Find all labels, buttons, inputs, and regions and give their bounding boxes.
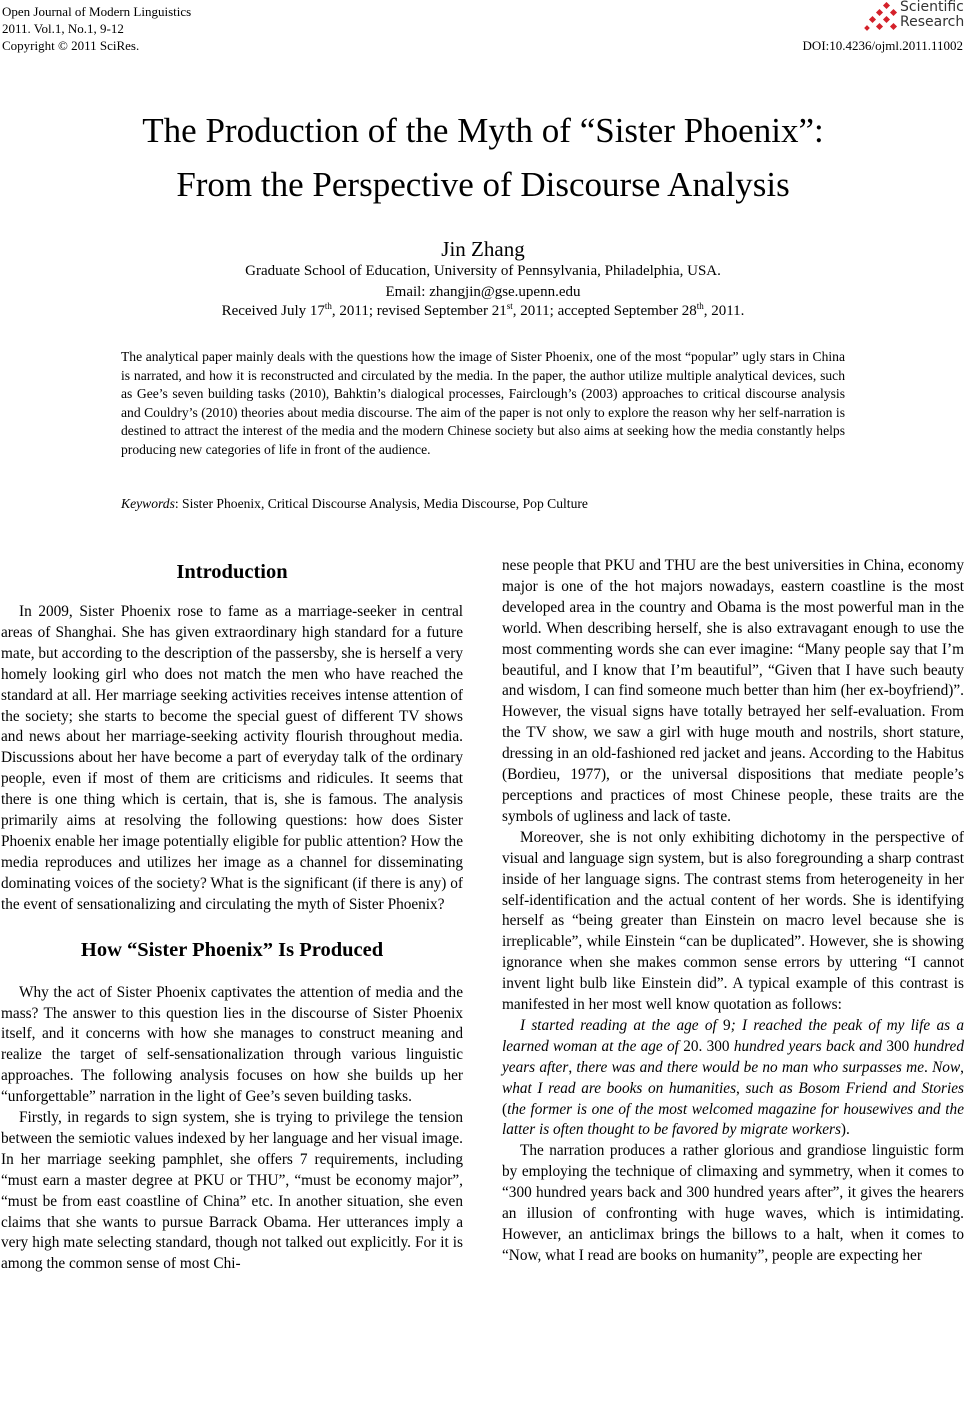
quote-number: 9 — [723, 1016, 731, 1034]
keywords-label: Keywords — [121, 496, 175, 511]
author-email: Email: zhangjin@gse.upenn.edu — [385, 284, 581, 300]
revised-text: , 2011; revised September 21 — [331, 303, 507, 319]
quote-part: what I read are books on humanities — [502, 1079, 737, 1097]
quote-number: 300 — [886, 1037, 910, 1055]
abstract: The analytical paper mainly deals with the questions how the image of Sister Phoenix, one of the most “popular” ugly stars in China is narrated, and how it is reconstructed and circulated by the media. In the paper, the author utilize multiple analytical devices, such as Gee’s seven building tasks (2010), Bahktin’s dialogical processes, Fairclough’s (2003) approaches to critical discourse analysis and Couldry’s (2010) theories about media discourse. The aim of the paper is not only to explore the reason why her self-narration is destined to attract the interest of the media and the modern Chinese society but also aims at seeking how the media constantly helps producing new categories of life in front of the audience. — [121, 349, 845, 457]
body-paragraph: Moreover, she is not only exhibiting dichotomy in the perspective of visual and language sign system, but is also foregrounding a sharp contrast inside of her language signs. The contrast stems from heterogeneity in her self-identification and the actual content of her words. She is identifying herself as “being greater than Einstein on macro level because she is irreplicable”, while Einstein “can be duplicated”. However, she is showing ignorance when she makes common sense errors by uttering “I cannot invent light bulb like Einstein did”. A typical example of this contrast is manifested in her most well know quotation as follows: — [502, 828, 964, 1014]
right-column — [502, 556, 964, 1267]
section-heading-introduction: Introduction — [176, 561, 288, 583]
journal-name: Open Journal of Modern Linguistics — [2, 4, 192, 19]
quote-part: hundred years back and — [729, 1037, 887, 1055]
affiliation: Graduate School of Education, University of Pennsylvania, Philadelphia, USA. — [245, 263, 721, 279]
body-paragraph: nese people that PKU and THU are the best universities in China, economy major is one of the hot majors nowadays, eastern coastline is the most developed area in the country and Obama is the most powerful man in the world. When describing herself, she is also extravagant enough to use the most commenting words she can ever imagine: “Many people say that I’m beautiful, and I know that I’m beautiful”, “Given that I have such beauty and wisdom, I can find someone much better than him (her ex-boyfriend)”. However, the visual signs have totally betrayed her self-evaluation. From the TV show, we saw a girl with huge mouth and nostrils, short stature, dressing in an old-fashioned red jacket and jeans. According to the Habitus (Bordieu, 1977), or the universal dispositions that mediate people’s perceptions and practices of most Chinese people, these traits are the symbols of ugliness and lack of taste. — [502, 557, 964, 825]
block-quotation — [502, 1016, 964, 1141]
keywords-list: : Sister Phoenix, Critical Discourse Analysis, Media Discourse, Pop Culture — [174, 496, 588, 511]
intro-paragraph: In 2009, Sister Phoenix rose to fame as a marriage-seeker in central areas of Shanghai. She has given extraordinary high standard for a future mate, but according to the description of the passersby, she is herself a very homely looking girl who does not match the men who have reached the standard at all. Her marriage seeking activities receives intense attention of the society; she starts to become the special guest of different TV shows and news about her marriage-seeking activity flourish throughout media. Discussions about her have become a part of everyday talk of the ordinary people, even if most of them are criticisms and ridicules. It seems that there is one thing which is certain, that is, she is famous. The analysis primarily aims at resolving the following questions: how does Sister Phoenix enable her image potentially eligible for public attention? How the media reproduces and utilizes her image as a channel for disseminating dominating voices of the society? What is the significant (if there is any) of the event of sensationalizing and circulating the myth of Sister Phoenix? — [1, 603, 463, 913]
quote-part: Now — [932, 1058, 961, 1076]
keywords — [121, 496, 845, 512]
received-sup: th — [324, 301, 332, 311]
accepted-sup: th — [696, 301, 704, 311]
author-name: Jin Zhang — [441, 237, 525, 261]
logo-text-research: Research — [900, 14, 965, 30]
received-dates — [0, 302, 966, 321]
quote-part: hundred years after — [502, 1037, 964, 1076]
quote-part: there was and there would be no man who surpasses me — [576, 1058, 924, 1076]
body-paragraph: Firstly, in regards to sign system, she is trying to privilege the tension between the semiotic values indexed by her language and her visual image. In her marriage seeking pamphlet, she offers 7 requirements, including “must earn a master degree at PKU or THU”, “must be economy major”, “must be from east coastline of China” etc. In another situation, she even claims that she wants to pursue Barrack Obama. Her utterances imply a very high mate selecting standard, though not talked out explicitly. For it is among the common sense of most Chi- — [1, 1109, 463, 1273]
volume-info: 2011. Vol.1, No.1, 9-12 — [2, 21, 124, 36]
received-end: , 2011. — [703, 303, 745, 319]
quote-part: I started reading at the age of — [520, 1016, 724, 1034]
publisher-logo — [864, 0, 964, 34]
quote-punct: . — [924, 1058, 933, 1076]
left-column — [1, 556, 463, 1275]
quote-number: 20. 300 — [683, 1037, 730, 1055]
received-text: Received July 17 — [221, 303, 325, 319]
logo-diamond-icon — [864, 2, 898, 34]
title-line-2: From the Perspective of Discourse Analysis — [176, 165, 790, 204]
body-paragraph: Why the act of Sister Phoenix captivates the attention of media and the mass? The answer to this question lies in the discourse of Sister Phoenix itself, and it concerns with how she manages to construct meaning and realize the target of self-sensationalization through various linguistic approaches. The following analysis focuses on how she builds up her “unforgettable” narration in the light of Gee’s seven building tasks. — [1, 983, 463, 1106]
copyright: Copyright © 2011 SciRes. — [2, 38, 140, 53]
accepted-text: , 2011; accepted September 28 — [512, 303, 697, 319]
quote-part: the former is one of the most welcomed magazine for housewives and the latter is often thought to be favored by migrate workers — [502, 1100, 964, 1139]
quote-punct: ( — [502, 1100, 508, 1118]
title-line-1: The Production of the Myth of “Sister Phoenix”: — [142, 111, 824, 150]
quote-punct: ). — [840, 1121, 850, 1139]
revised-sup: st — [506, 301, 513, 311]
quote-punct: , — [960, 1058, 964, 1076]
section-heading-how-produced: How “Sister Phoenix” Is Produced — [80, 938, 384, 961]
quote-part: ; I reached the peak of my life as a learned woman at the age of — [502, 1016, 964, 1055]
paper-title — [0, 104, 966, 212]
logo-text-scientific: Scientific — [900, 0, 964, 15]
body-paragraph: The narration produces a rather glorious and grandiose linguistic form by employing the technique of climaxing and symmetry, when it comes to “300 hundred years back and 300 hundred years after”, it gives the hearers an illusion of confronting with huge waves, which is intimidating. However, an anticlimax brings the billows to a halt, when it comes to “Now, what I read are books on humanity”, people are expecting her — [502, 1142, 964, 1264]
quote-part: such as Bosom Friend and Stories — [745, 1079, 964, 1097]
quote-punct: , — [568, 1058, 577, 1076]
doi: DOI:10.4236/ojml.2011.11002 — [802, 38, 963, 53]
quote-punct: , — [736, 1079, 746, 1097]
